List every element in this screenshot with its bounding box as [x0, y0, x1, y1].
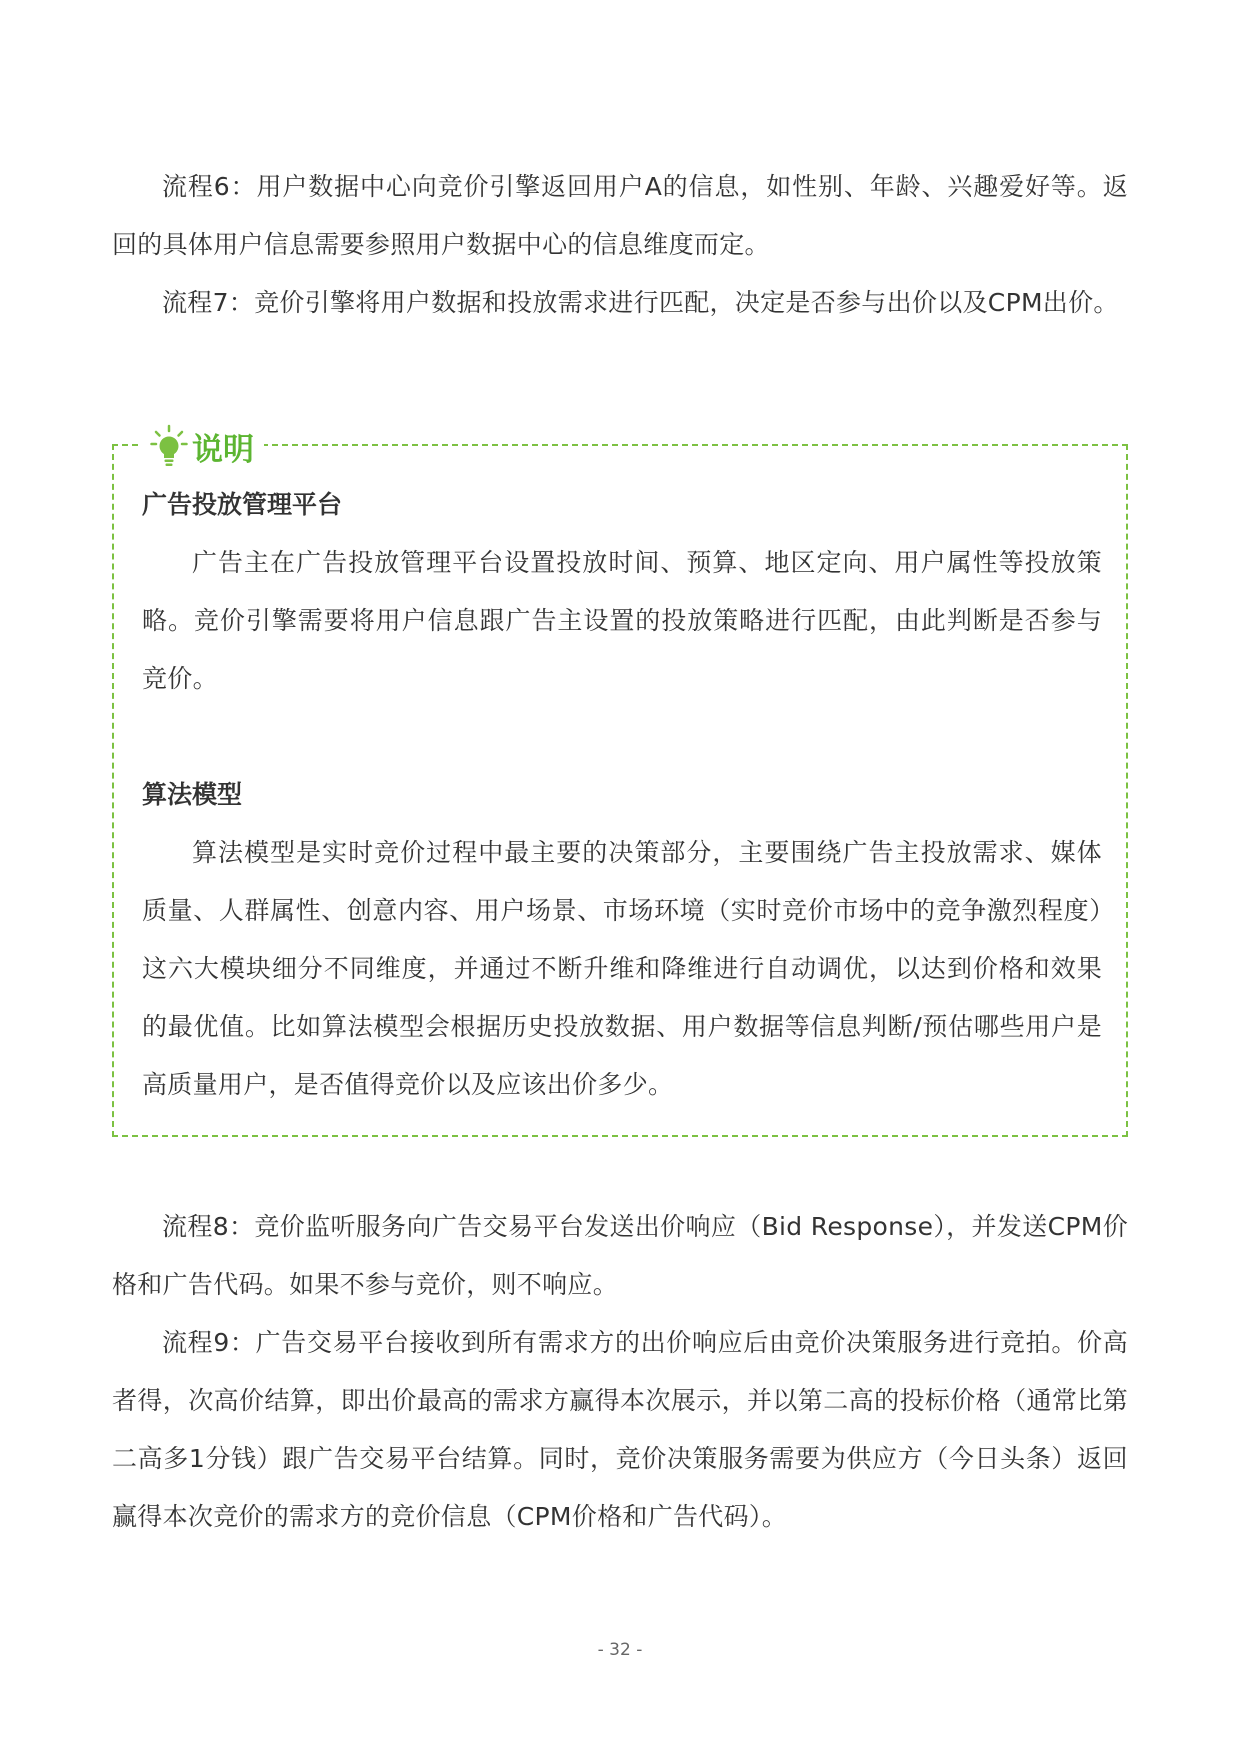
section-heading: 广告投放管理平台	[142, 490, 343, 519]
note-body	[142, 476, 1102, 1114]
paragraph-flow-7: 流程7：竞价引擎将用户数据和投放需求进行匹配，决定是否参与出价以及CPM出价。	[162, 288, 1119, 317]
paragraph-flow-8: 流程8：竞价监听服务向广告交易平台发送出价响应（Bid Response），并发送CPM价格和广告代码。如果不参与竞价，则不响应。	[112, 1212, 1128, 1299]
paragraph-flow-9: 流程9：广告交易平台接收到所有需求方的出价响应后由竞价决策服务进行竞拍。价高者得，次高价结算，即出价最高的需求方赢得本次展示，并以第二高的投标价格（通常比第二高多1分钱）跟广告交易平台结算。同时，竞价决策服务需要为供应方（今日头条）返回赢得本次竞价的需求方的竞价信息（CPM价格和广告代码）。	[112, 1328, 1128, 1531]
upper-text	[112, 158, 1128, 332]
section-spacer	[142, 708, 1102, 766]
lightbulb-icon	[150, 424, 188, 468]
paragraph-flow-6: 流程6：用户数据中心向竞价引擎返回用户A的信息，如性别、年龄、兴趣爱好等。返回的具体用户信息需要参照用户数据中心的信息维度而定。	[112, 172, 1128, 259]
note-title: 说明	[192, 431, 254, 468]
section-body: 广告主在广告投放管理平台设置投放时间、预算、地区定向、用户属性等投放策略。竞价引擎需要将用户信息跟广告主设置的投放策略进行匹配，由此判断是否参与竞价。	[142, 548, 1102, 693]
section-body: 算法模型是实时竞价过程中最主要的决策部分，主要围绕广告主投放需求、媒体质量、人群属性、创意内容、用户场景、市场环境（实时竞价市场中的竞争激烈程度）这六大模块细分不同维度，并通过不断升维和降维进行自动调优，以达到价格和效果的最优值。比如算法模型会根据历史投放数据、用户数据等信息判断/预估哪些用户是高质量用户，是否值得竞价以及应该出价多少。	[142, 838, 1102, 1099]
note-box	[112, 431, 1128, 1137]
page-number: - 32 -	[597, 1640, 643, 1660]
note-label	[140, 420, 264, 472]
section-heading: 算法模型	[142, 780, 243, 809]
lower-text	[112, 1198, 1128, 1546]
